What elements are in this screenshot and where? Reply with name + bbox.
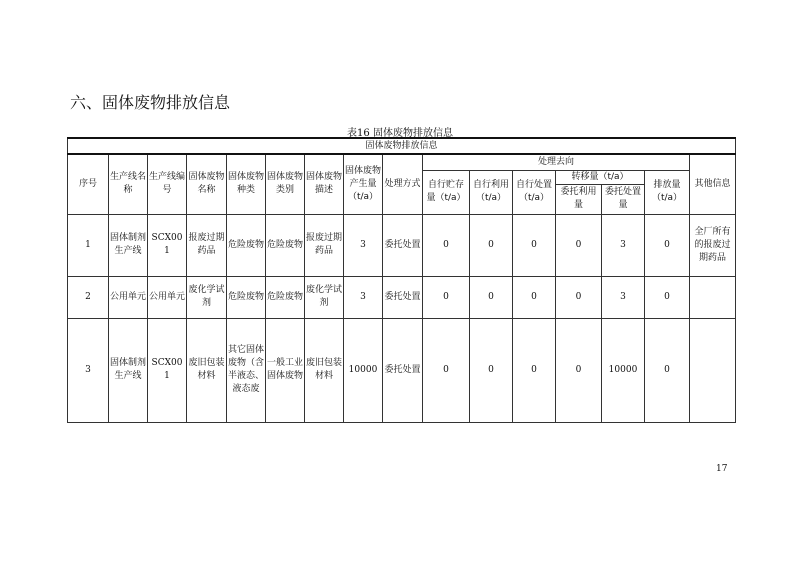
cell-self-use: 0 bbox=[470, 276, 513, 318]
header-entrust-disposal: 委托处置量 bbox=[602, 184, 645, 214]
cell-waste-desc: 废旧包装材料 bbox=[305, 318, 344, 422]
cell-waste-name: 废旧包装材料 bbox=[187, 318, 227, 422]
cell-seq: 3 bbox=[68, 318, 109, 422]
cell-output: 3 bbox=[344, 276, 383, 318]
header-transfer: 转移量（t/a） bbox=[556, 170, 645, 184]
header-waste-category: 固体废物类别 bbox=[266, 154, 305, 214]
header-self-use: 自行利用（t/a） bbox=[470, 170, 513, 214]
cell-other bbox=[690, 318, 736, 422]
header-line-code: 生产线编号 bbox=[148, 154, 187, 214]
header-disposal-direction: 处理去向 bbox=[423, 154, 690, 170]
cell-self-storage: 0 bbox=[423, 318, 470, 422]
cell-other bbox=[690, 276, 736, 318]
header-waste-output: 固体废物产生量（t/a） bbox=[344, 154, 383, 214]
header-disposal-method: 处理方式 bbox=[383, 154, 423, 214]
table-row bbox=[68, 276, 736, 318]
cell-waste-desc: 报废过期药品 bbox=[305, 214, 344, 276]
cell-waste-kind: 危险废物 bbox=[227, 214, 266, 276]
page-number: 17 bbox=[716, 464, 728, 474]
header-waste-desc: 固体废物描述 bbox=[305, 154, 344, 214]
cell-waste-name: 报废过期药品 bbox=[187, 214, 227, 276]
cell-other: 全厂所有的报废过期药品 bbox=[690, 214, 736, 276]
cell-entrust-use: 0 bbox=[556, 214, 602, 276]
cell-waste-category: 危险废物 bbox=[266, 214, 305, 276]
header-other: 其他信息 bbox=[690, 154, 736, 214]
cell-line-name: 固体制剂生产线 bbox=[109, 214, 148, 276]
cell-waste-kind: 其它固体废物（含半液态、液态废 bbox=[227, 318, 266, 422]
header-waste-kind: 固体废物种类 bbox=[227, 154, 266, 214]
cell-line-name: 固体制剂生产线 bbox=[109, 318, 148, 422]
cell-output: 10000 bbox=[344, 318, 383, 422]
header-seq: 序号 bbox=[68, 154, 109, 214]
cell-emission: 0 bbox=[645, 318, 690, 422]
cell-line-code: SCX001 bbox=[148, 318, 187, 422]
cell-method: 委托处置 bbox=[383, 214, 423, 276]
cell-entrust-disposal: 10000 bbox=[602, 318, 645, 422]
cell-self-disposal: 0 bbox=[513, 276, 556, 318]
cell-method: 委托处置 bbox=[383, 318, 423, 422]
table-title: 固体废物排放信息 bbox=[68, 138, 736, 154]
header-self-disposal: 自行处置（t/a） bbox=[513, 170, 556, 214]
cell-entrust-disposal: 3 bbox=[602, 214, 645, 276]
cell-emission: 0 bbox=[645, 276, 690, 318]
cell-self-storage: 0 bbox=[423, 276, 470, 318]
cell-line-code: SCX001 bbox=[148, 214, 187, 276]
header-emission: 排放量（t/a） bbox=[645, 170, 690, 214]
cell-waste-kind: 危险废物 bbox=[227, 276, 266, 318]
cell-line-name: 公用单元 bbox=[109, 276, 148, 318]
table-caption: 表16 固体废物排放信息 bbox=[347, 128, 453, 139]
header-line-name: 生产线名称 bbox=[109, 154, 148, 214]
cell-seq: 1 bbox=[68, 214, 109, 276]
cell-self-disposal: 0 bbox=[513, 214, 556, 276]
table-row bbox=[68, 214, 736, 276]
cell-seq: 2 bbox=[68, 276, 109, 318]
header-entrust-use: 委托利用量 bbox=[556, 184, 602, 214]
header-self-storage: 自行贮存量（t/a） bbox=[423, 170, 470, 214]
solid-waste-table bbox=[67, 137, 736, 423]
cell-self-use: 0 bbox=[470, 214, 513, 276]
cell-self-disposal: 0 bbox=[513, 318, 556, 422]
cell-waste-category: 一般工业固体废物 bbox=[266, 318, 305, 422]
cell-entrust-use: 0 bbox=[556, 276, 602, 318]
cell-waste-name: 废化学试剂 bbox=[187, 276, 227, 318]
cell-entrust-disposal: 3 bbox=[602, 276, 645, 318]
cell-self-storage: 0 bbox=[423, 214, 470, 276]
cell-waste-category: 危险废物 bbox=[266, 276, 305, 318]
cell-method: 委托处置 bbox=[383, 276, 423, 318]
cell-output: 3 bbox=[344, 214, 383, 276]
cell-emission: 0 bbox=[645, 214, 690, 276]
header-waste-name: 固体废物名称 bbox=[187, 154, 227, 214]
section-heading: 六、固体废物排放信息 bbox=[70, 93, 231, 112]
table-row bbox=[68, 318, 736, 422]
cell-entrust-use: 0 bbox=[556, 318, 602, 422]
cell-self-use: 0 bbox=[470, 318, 513, 422]
cell-line-code: 公用单元 bbox=[148, 276, 187, 318]
cell-waste-desc: 废化学试剂 bbox=[305, 276, 344, 318]
